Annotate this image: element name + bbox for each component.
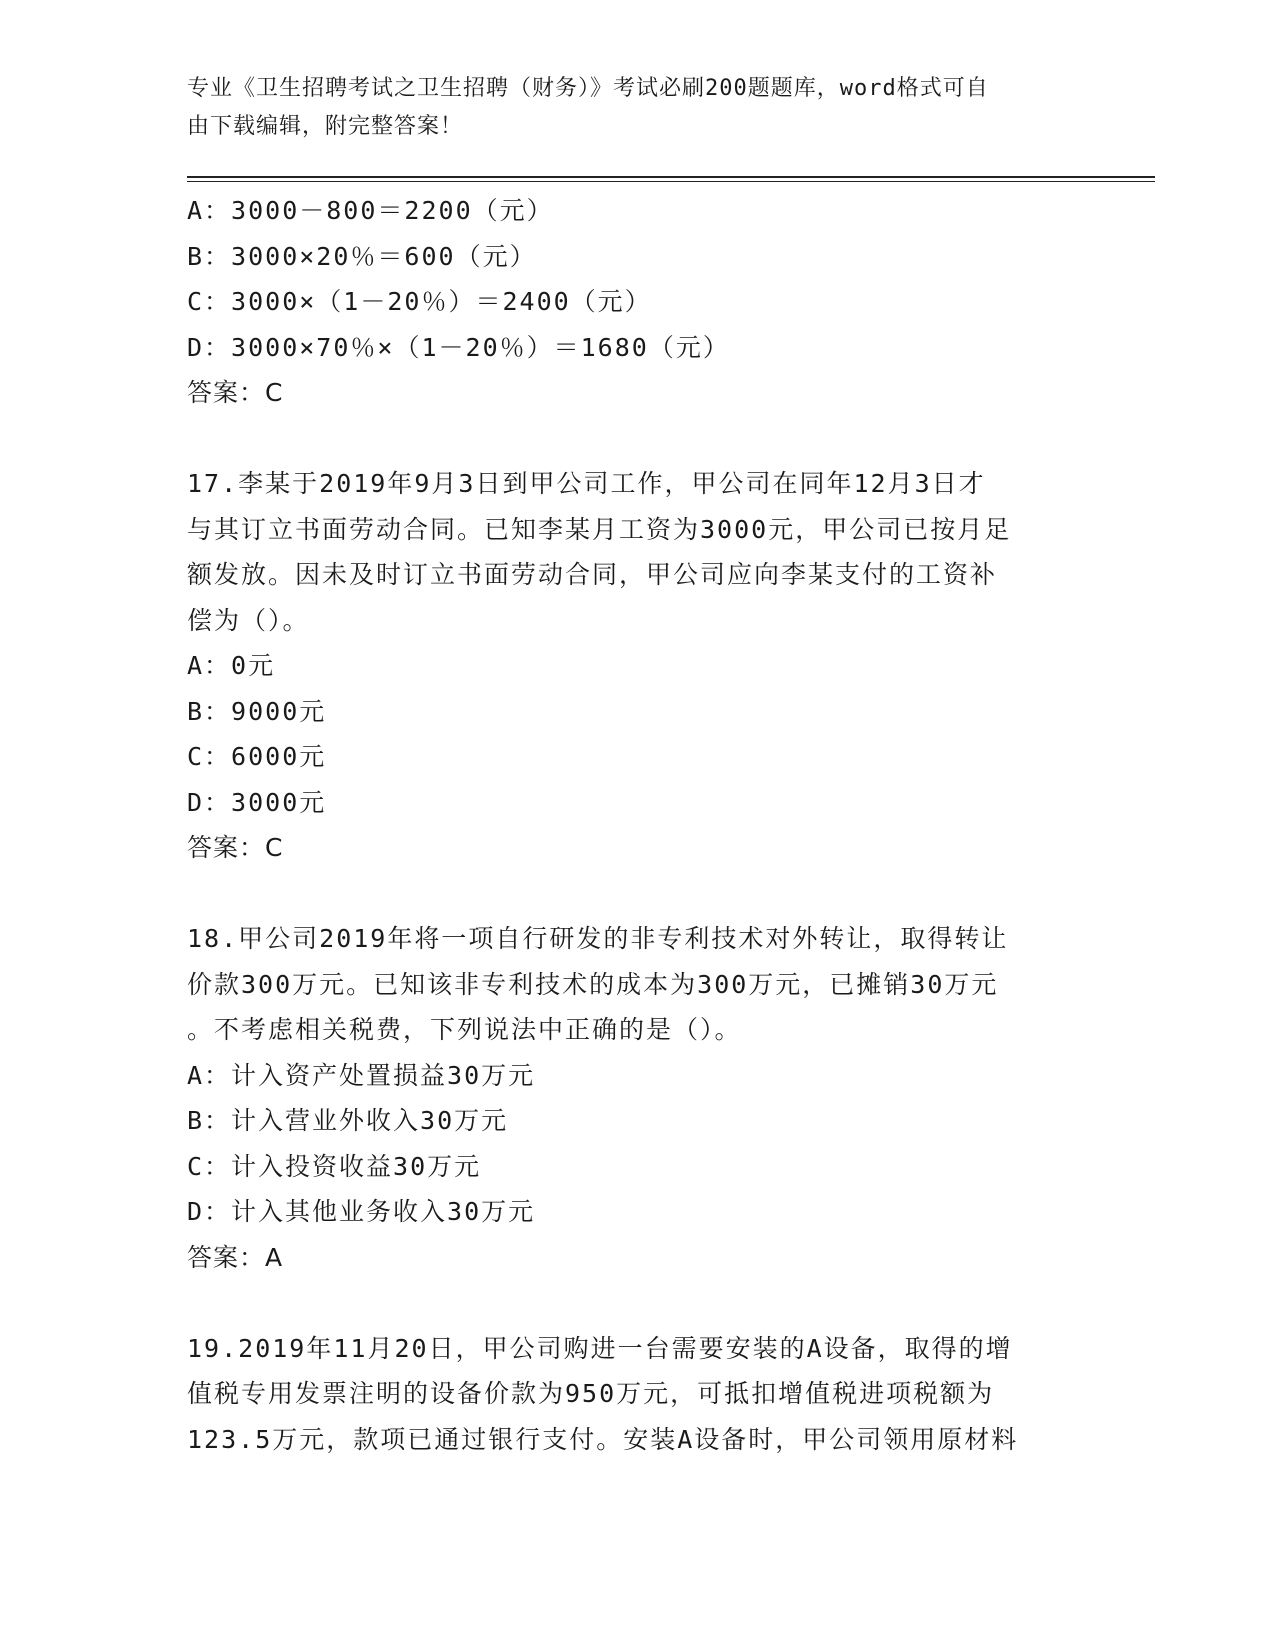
option-a: A：计入资产处置损益30万元 (187, 1060, 536, 1090)
question-stem: 额发放。因未及时订立书面劳动合同，甲公司应向李某支付的工资补 (187, 560, 998, 589)
question-stem: 价款300万元。已知该非专利技术的成本为300万元，已摊销30万元 (187, 969, 999, 999)
option-b: B：3000×20％＝600（元） (187, 241, 537, 271)
header-line: 专业《卫生招聘考试之卫生招聘（财务）》考试必刷200题题库，word格式可自 (187, 76, 989, 101)
spacer (187, 416, 1087, 462)
answer: 答案：A (187, 1242, 284, 1272)
option-c: C：3000×（1－20％）＝2400（元） (187, 287, 652, 316)
option-d: D：3000元 (187, 787, 327, 817)
option-d: D：计入其他业务收入30万元 (187, 1197, 536, 1226)
question-stem: 19.2019年11月20日，甲公司购进一台需要安装的A设备，取得的增 (187, 1333, 1013, 1363)
header-divider (187, 176, 1155, 178)
option-c: C：6000元 (187, 742, 327, 771)
option-d: D：3000×70％×（1－20％）＝1680（元） (187, 332, 730, 362)
header-divider (187, 181, 1155, 182)
option-b: B：9000元 (187, 696, 327, 726)
answer: 答案：C (187, 378, 284, 407)
spacer (187, 871, 1087, 917)
question-stem: 18.甲公司2019年将一项自行研发的非专利技术对外转让，取得转让 (187, 924, 1009, 953)
answer: 答案：C (187, 833, 284, 862)
question-stem: 。不考虑相关税费，下列说法中正确的是（）。 (187, 1015, 742, 1044)
question-17 (187, 461, 1087, 871)
option-c: C：计入投资收益30万元 (187, 1151, 482, 1181)
question-stem: 123.5万元，款项已通过银行支付。安装A设备时，甲公司领用原材料 (187, 1424, 1019, 1454)
question-stem: 偿为（）。 (187, 605, 310, 635)
question-16 (187, 188, 1087, 416)
option-a: A：0元 (187, 651, 276, 680)
question-stem: 与其订立书面劳动合同。已知李某月工资为3000元，甲公司已按月足 (187, 514, 1012, 544)
question-stem: 值税专用发票注明的设备价款为950万元，可抵扣增值税进项税额为 (187, 1379, 995, 1408)
header-line: 由下载编辑，附完整答案！ (187, 114, 464, 139)
question-18 (187, 916, 1087, 1280)
question-stem: 17.李某于2019年9月3日到甲公司工作，甲公司在同年12月3日才 (187, 469, 986, 498)
document-header (187, 70, 1087, 146)
spacer (187, 1280, 1087, 1326)
option-b: B：计入营业外收入30万元 (187, 1106, 509, 1135)
option-a: A：3000－800＝2200（元） (187, 196, 554, 225)
question-19 (187, 1326, 1087, 1463)
document-body (187, 188, 1087, 1462)
